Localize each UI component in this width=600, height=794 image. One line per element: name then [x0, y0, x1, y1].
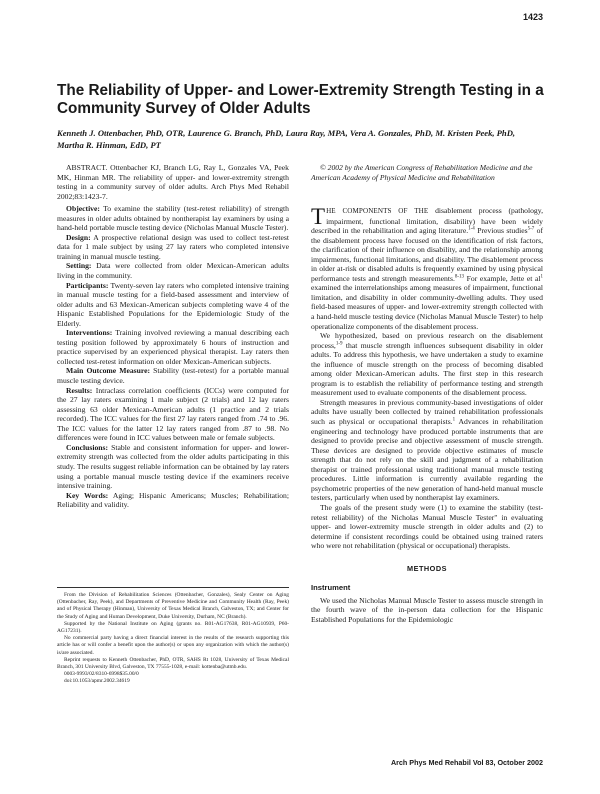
footnote-affiliations: From the Division of Rehabilitation Sciences (Ottenbacher, Gonzales), Sealy Center on Aging (Ottenbacher, Ray, Peek), and Departments of Preventive Medicine and Community Health (Ray, Peek) and of Physical Therapy (Hinman), University of Texas Medical Branch, Galveston, TX; and Center for the Study of Aging and Human Development, Duke University, Durham, NC (Branch).: [57, 592, 289, 620]
intro-paragraph-1: THE COMPONENTS OF THE disablement process (pathology, impairment, functional limitation, disability) have been widely described in the rehabilitation and aging literature.$^{1-4}$ Previous studies$^{5-7}$ of the disablement process have focused on the identification of risk factors, the clarification of their influence on disability, and the relationship among impairments, functional limitations, and disability. The disablement process in older at-risk or disabled adults is frequently examined by using physical performance tests and strength measurements.$^{8-13}$ For example, Jette et $al^1$ examined the interrelationships among measures of impairment, functional limitation, and disability in older community-dwelling adults. They used field-based measures of upper- and lower-extremity strength collected with a hand-held muscle testing device (Nicholas Manual Muscle Tester) to help operationalize components of the disablement process.: [311, 204, 543, 331]
footnote-doi: doi:10.1053/apmr.2002.34619: [64, 678, 130, 685]
intro-paragraph-3: Strength measures in previous community-based investigations of older adults have usually been collected by trained rehabilitation professionals such as physical or occupational therapists.$^1$ Advances in rehabilitation engineering and technology have produced portable instruments that are designed to provide precise and objective assessment of muscle strength. These devices are designed to provide objective estimates of muscle strength that do not rely on the skill and judgment of a rehabilitation therapist or trained professional using traditional manual muscle testing procedures. Little information is currently available regarding the psychometric properties of the new generation of hand-held manual muscle testers, particularly when used by nontherapist lay examiners.: [311, 397, 543, 503]
abstract-design: Design: A prospective relational design was used to collect test-retest data for 1 male subject by using 27 lay raters who completed intensive training in manual muscle testing.: [57, 232, 289, 261]
footnote-funding: Supported by the National Institute on Aging (grants no. R01-AG17638, R01-AG10939, P60-AG17231).: [57, 620, 289, 635]
instrument-subheading: Instrument: [311, 582, 351, 592]
footnote-disclosure: No commercial party having a direct financial interest in the results of the research supporting this article has or will confer a benefit upon the author(s) or upon any organization with which the author(s) is/are associated.: [57, 635, 289, 656]
abstract-outcome: Main Outcome Measure: Stability (test-retest) for a portable manual muscle testing device.: [57, 366, 289, 386]
footnotes: [57, 587, 289, 686]
intro-paragraph-2: We hypothesized, based on previous research on the disablement process,$^{1-9}$ that muscle strength influences subsequent disability in older adults. To address this hypothesis, we have undertaken a study to examine the influence of muscle strength on the process of becoming disabled among older Mexican-American adults. The first step in this research program is to establish the reliability of performance testing and strength measurement used to evaluate components of the disablement process.: [311, 331, 543, 398]
abstract-results: Results: Intraclass correlation coefficients (ICCs) were computed for the 27 lay raters examining 1 male subject (2 trials) and 12 lay raters assessing 63 older Mexican-American adults (1 practice and 2 trials recorded). The ICC values for the first 27 lay raters ranged from .74 to .96. The ICC values for the latter 12 lay raters ranged from .87 to .98. No differences were found in ICC values between male or female subjects.: [57, 385, 289, 443]
author-list: Kenneth J. Ottenbacher, PhD, OTR, Laurence G. Branch, PhD, Laura Ray, MPA, Vera A. Gonzales, PhD, M. Kristen Peek, PhD, Martha R. Hinman, EdD, PT: [57, 128, 516, 150]
instrument-paragraph: We used the Nicholas Manual Muscle Tester to assess muscle strength in the fourth wave of the in-person data collection for the Hispanic Established Populations for the Epidemiologic: [311, 595, 543, 624]
abstract-column: [57, 163, 289, 510]
abstract-objective: Objective: To examine the stability (test-retest reliability) of strength measures in older adults obtained by nontherapist lay examiners by using a hand-held portable muscle testing device (Nicholas Manual Muscle Tester).: [57, 204, 289, 233]
abstract-citation: ABSTRACT. Ottenbacher KJ, Branch LG, Ray L, Gonzales VA, Peek MK, Hinman MR. The reliability of upper- and lower-extremity strength testing in a community survey of older adults. Arch Phys Med Rehabil 2002;83:1423-7.: [57, 163, 289, 201]
copyright-notice: © 2002 by the American Congress of Rehabilitation Medicine and the American Academy of Physical Medicine and Rehabilitation: [311, 163, 533, 182]
intro-paragraph-4: The goals of the present study were (1) to examine the stability (test-retest reliability) of the Nicholas Manual Muscle Tester" in evaluating upper- and lower-extremity muscle strength in older adults and (2) to determine if consistent recordings could be obtained using trained raters who were not rehabilitation (physical or occupational) therapists.: [311, 502, 543, 551]
abstract-keywords: Key Words: Aging; Hispanic Americans; Muscles; Rehabilitation; Reliability and validity.: [57, 490, 289, 510]
footnote-reprints: Reprint requests to Kenneth Ottenbacher, PhD, OTR, SAHS Rt 1028, University of Texas Medical Branch, 301 University Blvd, Galveston, TX 77555-1028, e-mail: kottenba@utmb.edu.: [57, 656, 289, 671]
drop-cap: T: [311, 204, 326, 229]
methods-heading: METHODS: [407, 563, 447, 573]
body-column: [311, 163, 543, 624]
abstract-setting: Setting: Data were collected from older Mexican-American adults living in the community.: [57, 261, 289, 281]
article-title: The Reliability of Upper- and Lower-Extremity Strength Testing in a Community Survey of Older Adults: [57, 82, 544, 117]
abstract-interventions: Interventions: Training involved reviewing a manual describing each testing position followed by approximately 6 hours of instruction and practice supervised by an experienced physical therapist. Lay raters then collected test-retest information on older Mexican-American subjects.: [57, 328, 289, 366]
footnote-issn: 0003-9993/02/8310-6998$35.00/0: [64, 671, 139, 678]
page-number: 1423: [522, 12, 543, 22]
abstract-conclusions: Conclusions: Stable and consistent information for upper- and lower-extremity strength was collected from the older adults participating in this study. The results suggest reliable information can be obtained by lay raters using a portable manual muscle testing device if the examiners receive intensive training.: [57, 442, 289, 491]
abstract-participants: Participants: Twenty-seven lay raters who completed intensive training in manual muscle testing for a field-based assessment and interview of older adults and 63 Mexican-American subjects completing wave 4 of the Hispanic Established Populations for the Epidemiologic Study of the Elderly.: [57, 280, 289, 328]
journal-footer: Arch Phys Med Rehabil Vol 83, October 2002: [390, 758, 543, 767]
